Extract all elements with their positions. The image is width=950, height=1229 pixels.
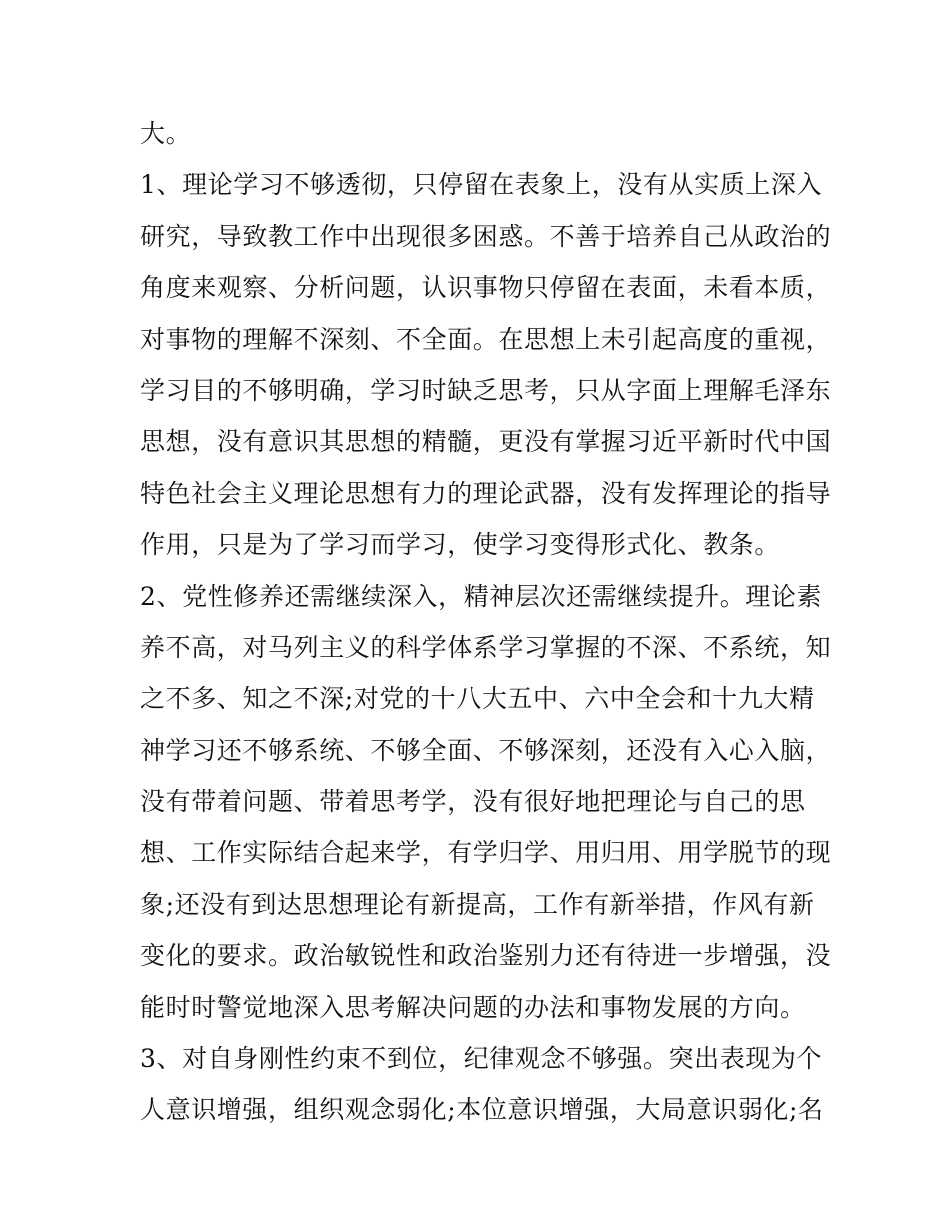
text-line: 神学习还不够系统、不够全面、不够深刻，还没有入心入脑， (140, 735, 832, 765)
text-line: 3、对自身刚性约束不到位，纪律观念不够强。突出表现为个 (140, 1044, 823, 1074)
text-line: 能时时警觉地深入思考解决问题的办法和事物发展的方向。 (140, 992, 806, 1022)
text-line: 思想，没有意识其思想的精髓，更没有掌握习近平新时代中国 (140, 427, 832, 457)
text-line: 变化的要求。政治敏锐性和政治鉴别力还有待进一步增强，没 (140, 941, 832, 971)
text-line: 大。 (140, 119, 192, 148)
text-line: 作用，只是为了学习而学习，使学习变得形式化、教条。 (140, 530, 781, 560)
text-line: 1、理论学习不够透彻，只停留在表象上，没有从实质上深入 (140, 170, 823, 200)
text-line: 象;还没有到达思想理论有新提高，工作有新举措，作风有新 (140, 889, 815, 919)
text-line: 养不高，对马列主义的科学体系学习掌握的不深、不系统，知 (140, 632, 832, 662)
text-line: 角度来观察、分析问题，认识事物只停留在表面，未看本质， (140, 273, 832, 303)
body-text (140, 108, 832, 1136)
text-line: 2、党性修养还需继续深入，精神层次还需继续提升。理论素 (140, 581, 823, 611)
text-line: 没有带着问题、带着思考学，没有很好地把理论与自己的思 (140, 787, 806, 817)
text-line: 之不多、知之不深;对党的十八大五中、六中全会和十九大精 (140, 684, 815, 714)
text-line: 对事物的理解不深刻、不全面。在思想上未引起高度的重视， (140, 324, 832, 354)
text-line: 人意识增强，组织观念弱化;本位意识增强，大局意识弱化;名 (140, 1095, 824, 1125)
text-line: 特色社会主义理论思想有力的理论武器，没有发挥理论的指导 (140, 478, 832, 508)
text-line: 研究，导致教工作中出现很多困惑。不善于培养自己从政治的 (140, 221, 832, 251)
text-line: 学习目的不够明确，学习时缺乏思考，只从字面上理解毛泽东 (140, 375, 832, 405)
text-line: 想、工作实际结合起来学，有学归学、用归用、用学脱节的现 (140, 838, 832, 868)
